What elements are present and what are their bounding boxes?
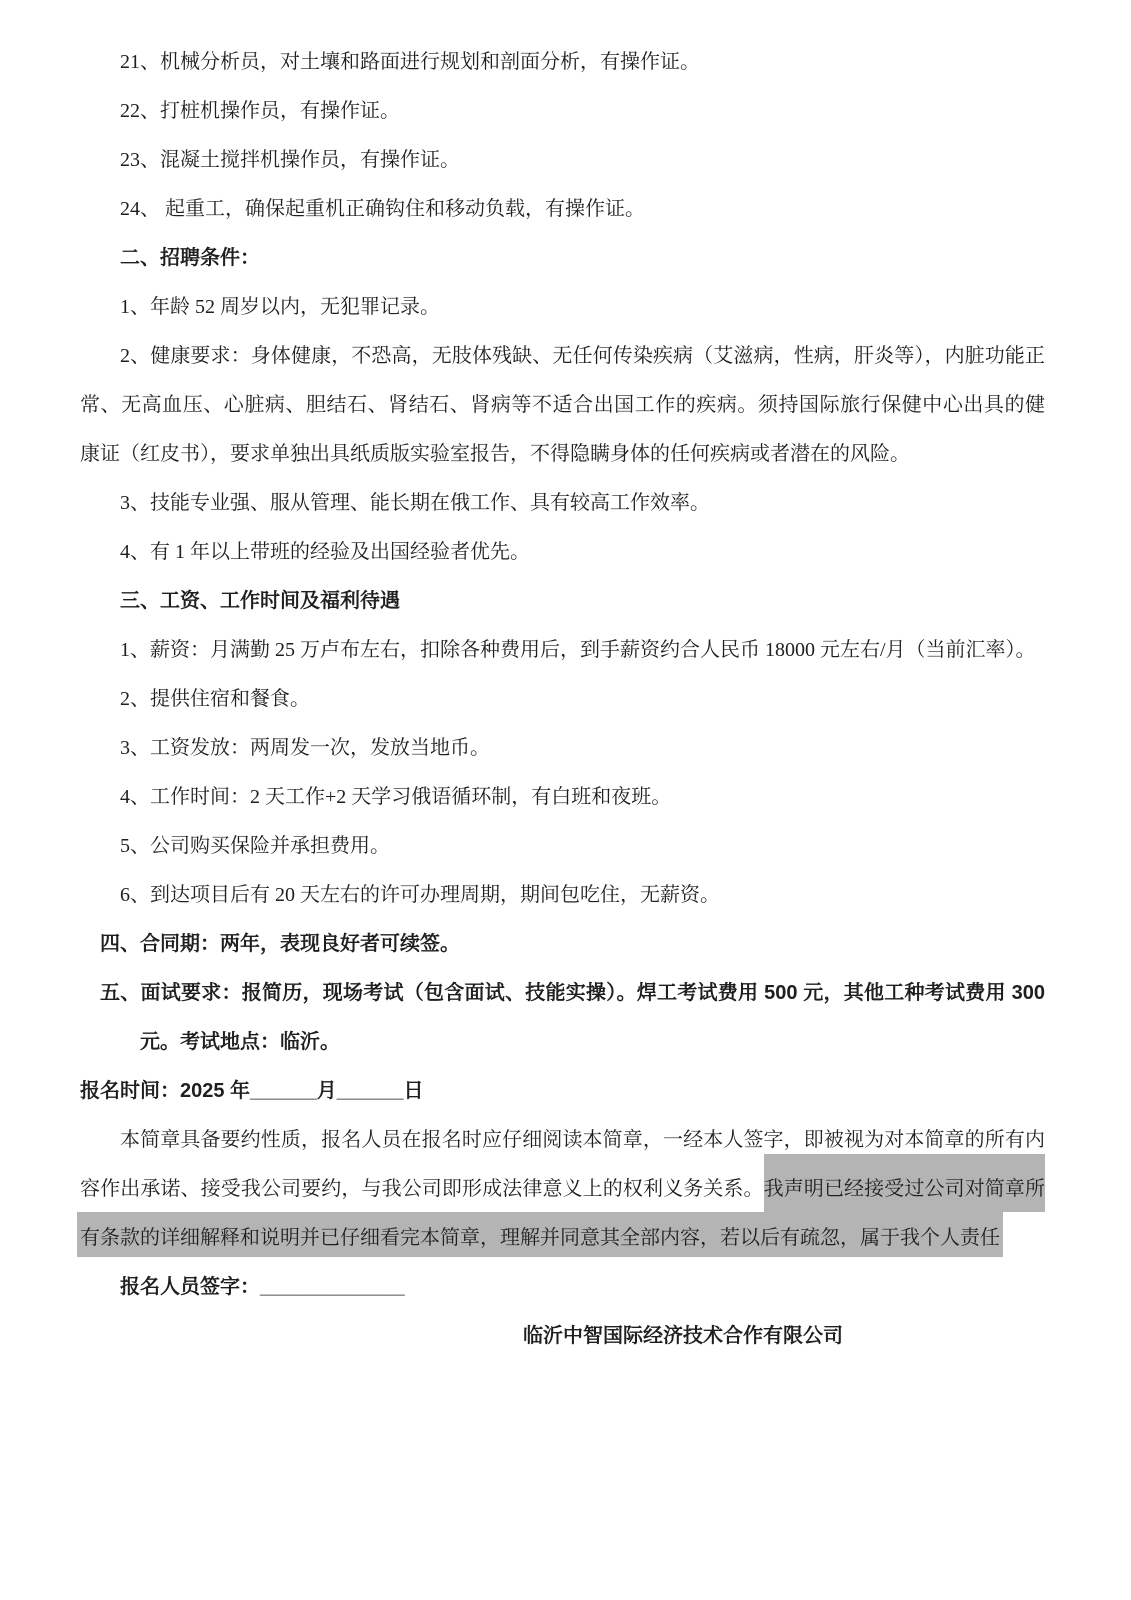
- interview-line1: 五、面试要求：报简历，现场考试（包含面试、技能实操）。焊工考试费用 500 元，其他工种考试费用 300: [100, 982, 1045, 1004]
- company-name: 临沂中智国际经济技术合作有限公司: [523, 1325, 843, 1347]
- salary-item-1: 1、薪资：月满勤 25 万卢布左右，扣除各种费用后，到手薪资约合人民币 18000 元左右/月（当前汇率）。: [120, 639, 1036, 661]
- recruitment-item-2-line3: 康证（红皮书），要求单独出具纸质版实验室报告，不得隐瞒身体的任何疾病或者潜在的风险。: [80, 443, 910, 465]
- salary-item-2: 2、提供住宿和餐食。: [120, 688, 310, 710]
- job-list-item-23: 23、混凝土搅拌机操作员，有操作证。: [120, 149, 460, 171]
- declaration-line3: [80, 1214, 1045, 1263]
- recruitment-item-2-line1: 2、健康要求：身体健康，不恐高，无肢体残缺、无任何传染疾病（艾滋病，性病，肝炎等），内脏功能正: [120, 345, 1045, 367]
- recruitment-item-3: 3、技能专业强、服从管理、能长期在俄工作、具有较高工作效率。: [120, 492, 710, 514]
- job-list-item-24: 24、 起重工，确保起重机正确钩住和移动负载，有操作证。: [120, 198, 645, 220]
- job-list-item-21: 21、机械分析员，对土壤和路面进行规划和剖面分析，有操作证。: [120, 51, 700, 73]
- signature-line: [120, 1263, 1045, 1312]
- recruitment-item-2-line2: 常、无高血压、心脏病、胆结石、肾结石、肾病等不适合出国工作的疾病。须持国际旅行保健中心出具的健: [80, 394, 1045, 416]
- salary-item-4: 4、工作时间：2 天工作+2 天学习俄语循环制，有白班和夜班。: [120, 786, 672, 808]
- job-list-item-22: 22、打桩机操作员，有操作证。: [120, 100, 400, 122]
- contract-heading: 四、合同期：两年，表现良好者可续签。: [100, 933, 460, 955]
- signature-label: 报名人员签字：: [120, 1276, 260, 1298]
- salary-item-3: 3、工资发放：两周发一次，发放当地币。: [120, 737, 490, 759]
- recruitment-item-4: 4、有 1 年以上带班的经验及出国经验者优先。: [120, 541, 530, 563]
- signature-blank: _____________: [260, 1276, 405, 1298]
- declaration-line2-normal: 容作出承诺、接受我公司要约，与我公司即形成法律意义上的权利义务关系。: [80, 1178, 764, 1200]
- interview-line2: 元。考试地点：临沂。: [140, 1031, 340, 1053]
- recruitment-heading: 二、招聘条件：: [120, 247, 260, 269]
- salary-item-5: 5、公司购买保险并承担费用。: [120, 835, 390, 857]
- declaration-line3-highlighted: 有条款的详细解释和说明并已仔细看完本简章，理解并同意其全部内容，若以后有疏忽，属于我个人责任: [77, 1212, 1003, 1257]
- recruitment-item-1: 1、年龄 52 周岁以内，无犯罪记录。: [120, 296, 440, 318]
- declaration-line2-highlighted: 我声明已经接受过公司对简章所: [764, 1154, 1045, 1212]
- salary-item-6: 6、到达项目后有 20 天左右的许可办理周期，期间包吃住，无薪资。: [120, 884, 720, 906]
- declaration-line1: 本简章具备要约性质，报名人员在报名时应仔细阅读本简章，一经本人签字，即被视为对本简章的所有内: [120, 1129, 1045, 1151]
- declaration-line2: [80, 1165, 1045, 1214]
- salary-heading: 三、工资、工作时间及福利待遇: [120, 590, 400, 612]
- signup-time-line: 报名时间：2025 年______月______日: [80, 1080, 424, 1102]
